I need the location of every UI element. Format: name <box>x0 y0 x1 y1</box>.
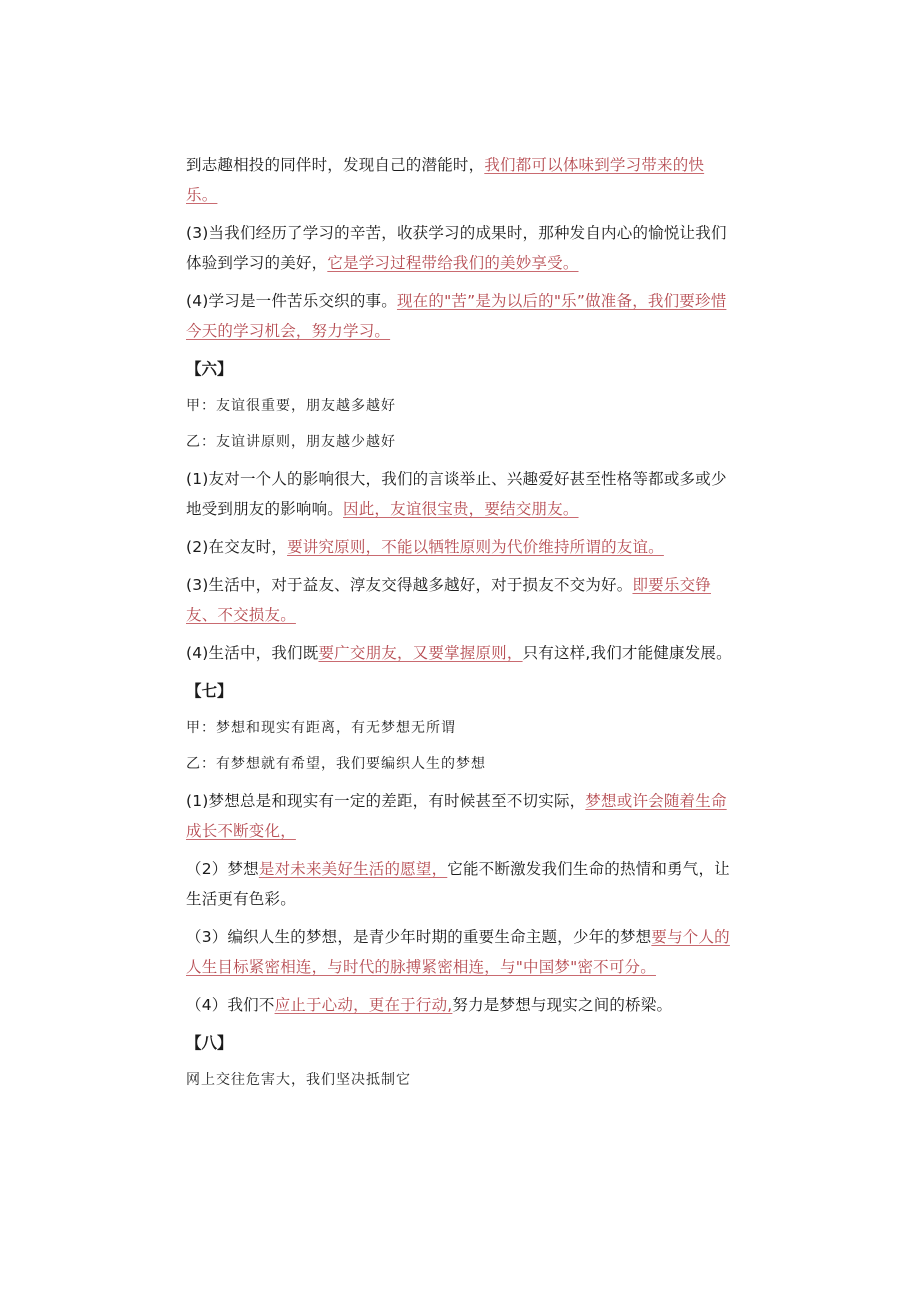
para-answer: 现在的"苦”是为以后的"乐”做准备，我们要珍惜今天的学习机会，努力学习。 <box>186 292 727 340</box>
para-answer: 它是学习过程带给我们的美妙享受。 <box>327 254 579 272</box>
para-answer: 应止于心动，更在于行动, <box>274 996 453 1014</box>
para-answer: 要与个人的人生目标紧密相连，与时代的脉搏紧密相连，与"中国梦"密不可分。 <box>186 928 730 976</box>
para-text: (4)学习是一件苦乐交织的事。 <box>186 292 397 310</box>
s6-para-3 <box>186 570 734 630</box>
s7-para-4 <box>186 990 734 1020</box>
s5-para-4 <box>186 286 734 346</box>
section-heading-8: 【八】 <box>186 1034 233 1052</box>
s7-para-1 <box>186 786 734 846</box>
s6-para-2 <box>186 532 734 562</box>
s7-para-2 <box>186 854 734 914</box>
s6-para-4 <box>186 638 734 668</box>
para-answer: 梦想或许会随着生命成长不断变化， <box>186 792 727 840</box>
para-text: 到志趣相投的同伴时，发现自己的潜能时， <box>186 156 485 174</box>
para-answer: 要广交朋友，又要掌握原则， <box>318 644 523 662</box>
view-jia-6: 甲：友谊很重要，朋友越多越好 <box>186 398 396 414</box>
para-answer: 是对未来美好生活的愿望， <box>258 860 448 878</box>
para-text-tail: 它能不断激发我们生命的热情和勇气，让生活更有色彩。 <box>186 860 730 908</box>
para-text-tail: 努力是梦想与现实之间的桥梁。 <box>452 996 673 1014</box>
para-text: （2）梦想 <box>186 860 259 878</box>
para-text: (3)生活中，对于益友、淳友交得越多越好，对于损友不交为好。 <box>186 576 633 594</box>
section-heading-7: 【七】 <box>186 682 233 700</box>
para-answer: 即要乐交铮友、不交损友。 <box>186 576 711 624</box>
view-jia-8: 网上交往危害大，我们坚决抵制它 <box>186 1072 411 1088</box>
para-text: (1)梦想总是和现实有一定的差距，有时候甚至不切实际， <box>186 792 586 810</box>
para-text: (1)友对一个人的影响很大，我们的言谈举止、兴趣爱好甚至性格等都或多或少地受到朋友的影响响。 <box>186 470 727 518</box>
s5-para-1 <box>186 150 734 210</box>
s7-para-3 <box>186 922 734 982</box>
s5-para-3 <box>186 218 734 278</box>
para-text: （4）我们不 <box>186 996 275 1014</box>
para-text: (2)在交友时， <box>186 538 288 556</box>
view-yi-7: 乙：有梦想就有希望，我们要编织人生的梦想 <box>186 756 486 772</box>
para-answer: 我们都可以体味到学习带来的快乐。 <box>186 156 705 204</box>
para-answer: 要讲究原则，不能以牺牲原则为代价维持所谓的友谊。 <box>287 538 664 556</box>
para-text: (3)当我们经历了学习的辛苦，收获学习的成果时，那种发自内心的愉悦让我们体验到学习的美好， <box>186 224 727 272</box>
view-jia-7: 甲：梦想和现实有距离，有无梦想无所谓 <box>186 720 456 736</box>
para-answer: 因此，友谊很宝贵，要结交朋友。 <box>343 500 579 518</box>
para-text: (4)生活中，我们既 <box>186 644 319 662</box>
view-yi-6: 乙：友谊讲原则，朋友越少越好 <box>186 434 396 450</box>
para-text-tail: 只有这样,我们才能健康发展。 <box>522 644 732 662</box>
para-text: （3）编织人生的梦想，是青少年时期的重要生命主题，少年的梦想 <box>186 928 652 946</box>
s6-para-1 <box>186 464 734 524</box>
section-heading-6: 【六】 <box>186 360 233 378</box>
document-page <box>186 150 734 1102</box>
